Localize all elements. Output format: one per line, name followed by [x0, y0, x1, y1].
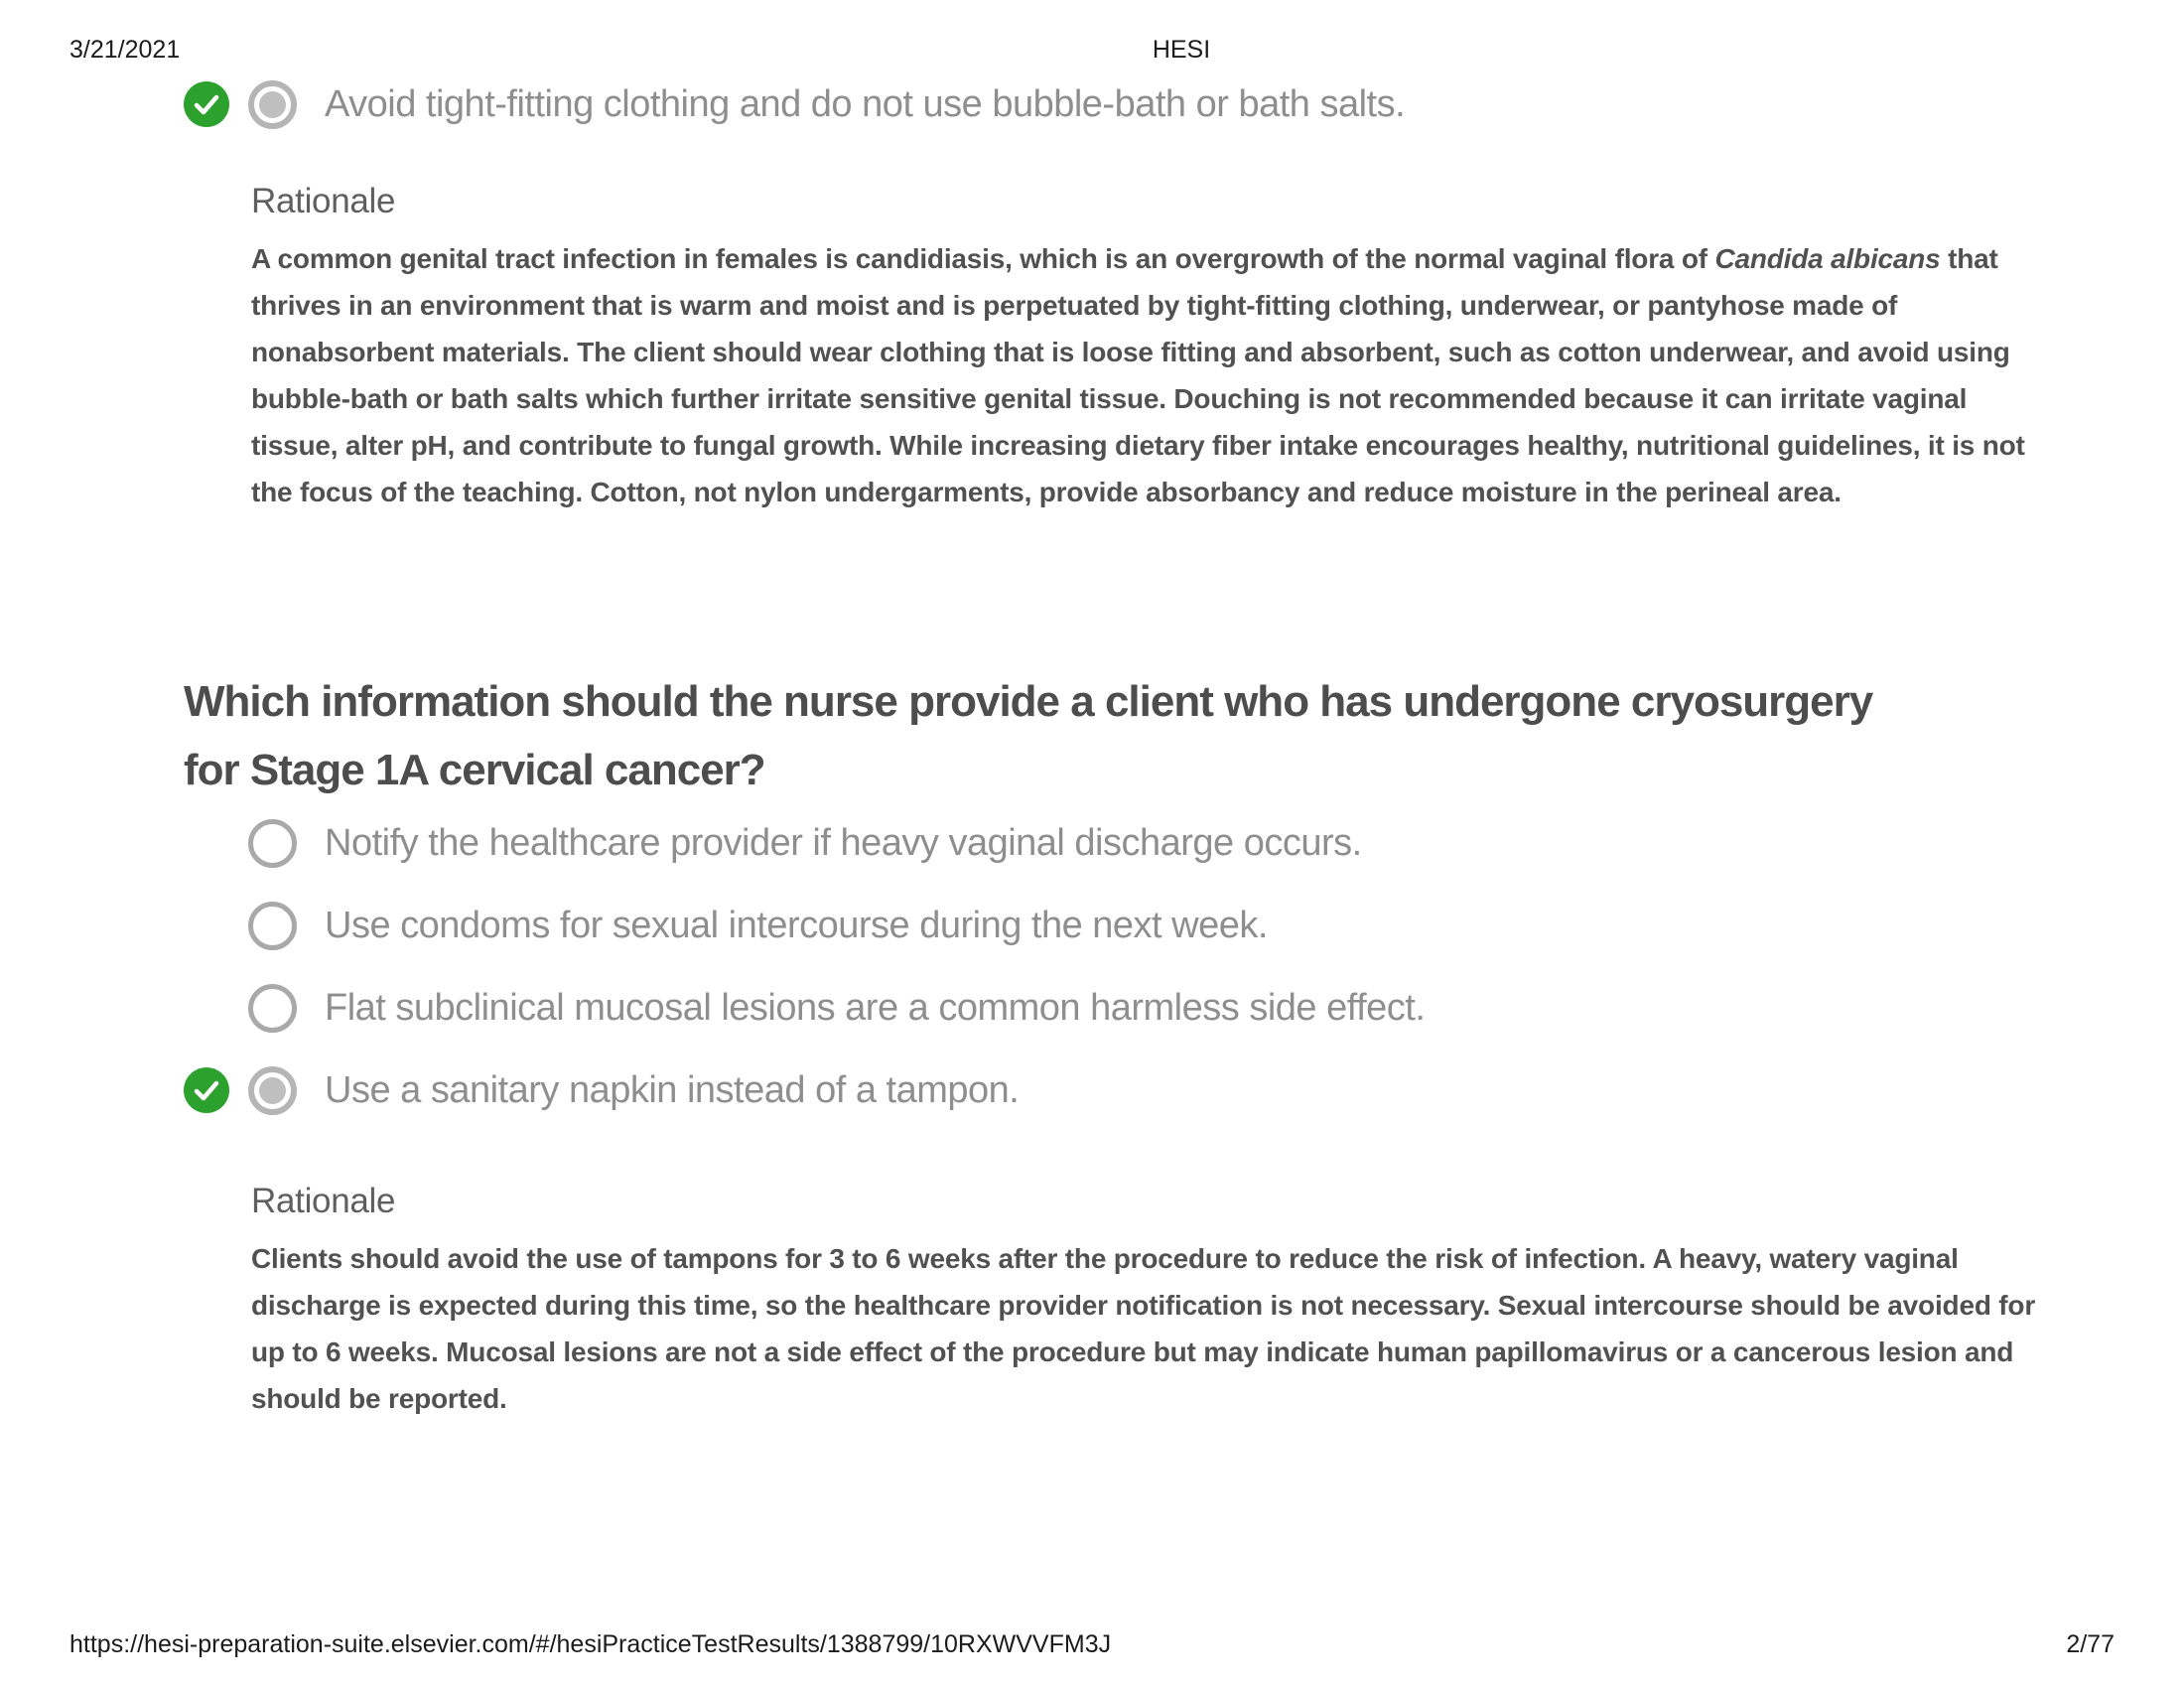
check-slot-empty	[184, 820, 229, 866]
question-text	[184, 667, 1872, 804]
page-number: 2/77	[2066, 1630, 2115, 1658]
radio-dot	[259, 91, 286, 118]
answer-option-label: Use condoms for sexual intercourse during the next week.	[325, 904, 1268, 946]
rationale-section-1	[251, 182, 2038, 515]
rationale-text: A common genital tract infection in females is candidiasis, which is an overgrowth of the normal vaginal flora of Candida albicans that thrives in an environment that is warm and moist and is perpetuated by tight-fitting clothing, underwear, or pantyhose made of nonabsorbent materials. The client should wear clothing that is loose fitting and absorbent, such as cotton underwear, and avoid using bubble-bath or bath salts which further irritate sensitive genital tissue. Douching is not recommended because it can irritate vaginal tissue, alter pH, and contribute to fungal growth. While increasing dietary fiber intake encourages healthy, nutritional guidelines, it is not the focus of the teaching. Cotton, not nylon undergarments, provide absorbancy and reduce moisture in the perineal area.	[251, 243, 2025, 507]
question-line-2: for Stage 1A cervical cancer?	[184, 746, 765, 794]
question-line-1: Which information should the nurse provide a client who has undergone cryosurgery	[184, 677, 1873, 726]
correct-check-icon	[184, 1067, 229, 1113]
answer-option-row	[184, 819, 1425, 867]
answer-option-row-correct	[184, 1066, 1425, 1114]
check-slot-empty	[184, 985, 229, 1031]
radio-unselected-icon[interactable]	[248, 819, 297, 868]
radio-unselected-icon[interactable]	[248, 902, 297, 950]
page-title: HESI	[1152, 36, 1211, 64]
answer-option-label: Flat subclinical mucosal lesions are a common harmless side effect.	[325, 986, 1426, 1029]
rationale-heading: Rationale	[251, 182, 396, 220]
answer-options-list	[184, 819, 1425, 1149]
answer-option-row	[184, 984, 1425, 1032]
answer-option-label: Use a sanitary napkin instead of a tampon.	[325, 1068, 1020, 1111]
answer-option-row	[184, 902, 1425, 949]
radio-selected-icon[interactable]	[248, 1066, 297, 1115]
check-slot-empty	[184, 903, 229, 948]
rationale-heading: Rationale	[251, 1182, 396, 1220]
source-url: https://hesi-preparation-suite.elsevier.com/#/hesiPracticeTestResults/1388799/10RXWVVFM3J	[69, 1630, 1112, 1658]
radio-unselected-icon[interactable]	[248, 984, 297, 1033]
radio-selected-icon[interactable]	[248, 80, 297, 129]
correct-check-icon	[184, 81, 229, 127]
radio-dot	[259, 1077, 286, 1104]
answer-option-label: Notify the healthcare provider if heavy vaginal discharge occurs.	[325, 821, 1362, 864]
print-date: 3/21/2021	[69, 36, 181, 64]
rationale-text: Clients should avoid the use of tampons for 3 to 6 weeks after the procedure to reduce the risk of infection. A heavy, watery vaginal discharge is expected during this time, so the healthcare provider notification is not necessary. Sexual intercourse should be avoided for up to 6 weeks. Mucosal lesions are not a side effect of the procedure but may indicate human papillomavirus or a cancerous lesion and should be reported.	[251, 1243, 2036, 1414]
review-correct-answer-row	[184, 80, 1405, 128]
answer-option-label: Avoid tight-fitting clothing and do not use bubble-bath or bath salts.	[325, 82, 1406, 125]
rationale-section-2	[251, 1182, 2038, 1422]
